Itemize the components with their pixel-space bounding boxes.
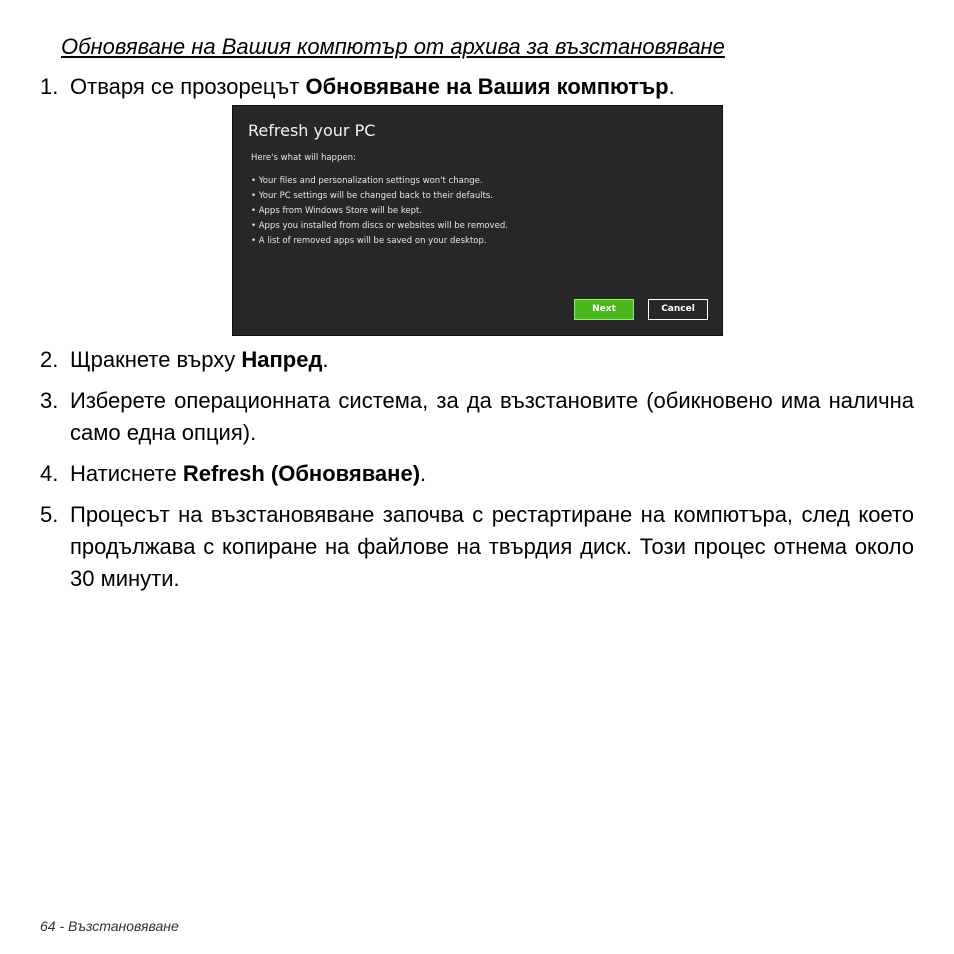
step-text: Изберете операционната система, за да възстановите (обикновено има налична само една опция). [70,388,914,445]
page-footer: 64 - Възстановяване [40,918,179,934]
step-4 [40,458,914,490]
dialog-bullet: • A list of removed apps will be saved on your desktop. [251,234,508,249]
dialog-bullet-list [251,174,508,249]
step-number: 3. [40,388,59,413]
step-text: Отваря се прозорецът [70,74,306,99]
next-button[interactable]: Next [574,299,634,320]
step-number: 2. [40,347,59,372]
step-text: Процесът на възстановяване започва с рестартиране на компютъра, след което продължава с копиране на файлове на твърдия диск. Този процес отнема около 30 минути. [70,502,914,591]
step-number: 1. [40,74,59,99]
step-1 [40,71,914,103]
step-number: 4. [40,461,59,486]
step-text: Щракнете върху [70,347,242,372]
cancel-button[interactable]: Cancel [648,299,708,320]
step-number: 5. [40,502,59,527]
refresh-pc-screenshot [232,105,723,336]
step-text: Натиснете [70,461,183,486]
dialog-bullet: • Your PC settings will be changed back to their defaults. [251,189,508,204]
dialog-bullet: • Your files and personalization settings won't change. [251,174,508,189]
step-text-end: . [668,74,675,99]
dialog-lead: Here's what will happen: [251,153,356,163]
dialog-title: Refresh your PC [248,121,376,140]
step-text-end: . [322,347,329,372]
step-2 [40,344,914,376]
section-heading: Обновяване на Вашия компютър от архива за възстановяване [61,34,725,59]
step-3 [40,385,914,449]
step-bold-text: Напред [241,347,323,372]
step-5 [40,499,914,595]
dialog-bullet: • Apps from Windows Store will be kept. [251,204,508,219]
step-bold-text: Обновяване на Вашия компютър [305,74,669,99]
step-bold-text: Refresh (Обновяване) [182,461,421,486]
step-text-end: . [420,461,427,486]
dialog-bullet: • Apps you installed from discs or websites will be removed. [251,219,508,234]
